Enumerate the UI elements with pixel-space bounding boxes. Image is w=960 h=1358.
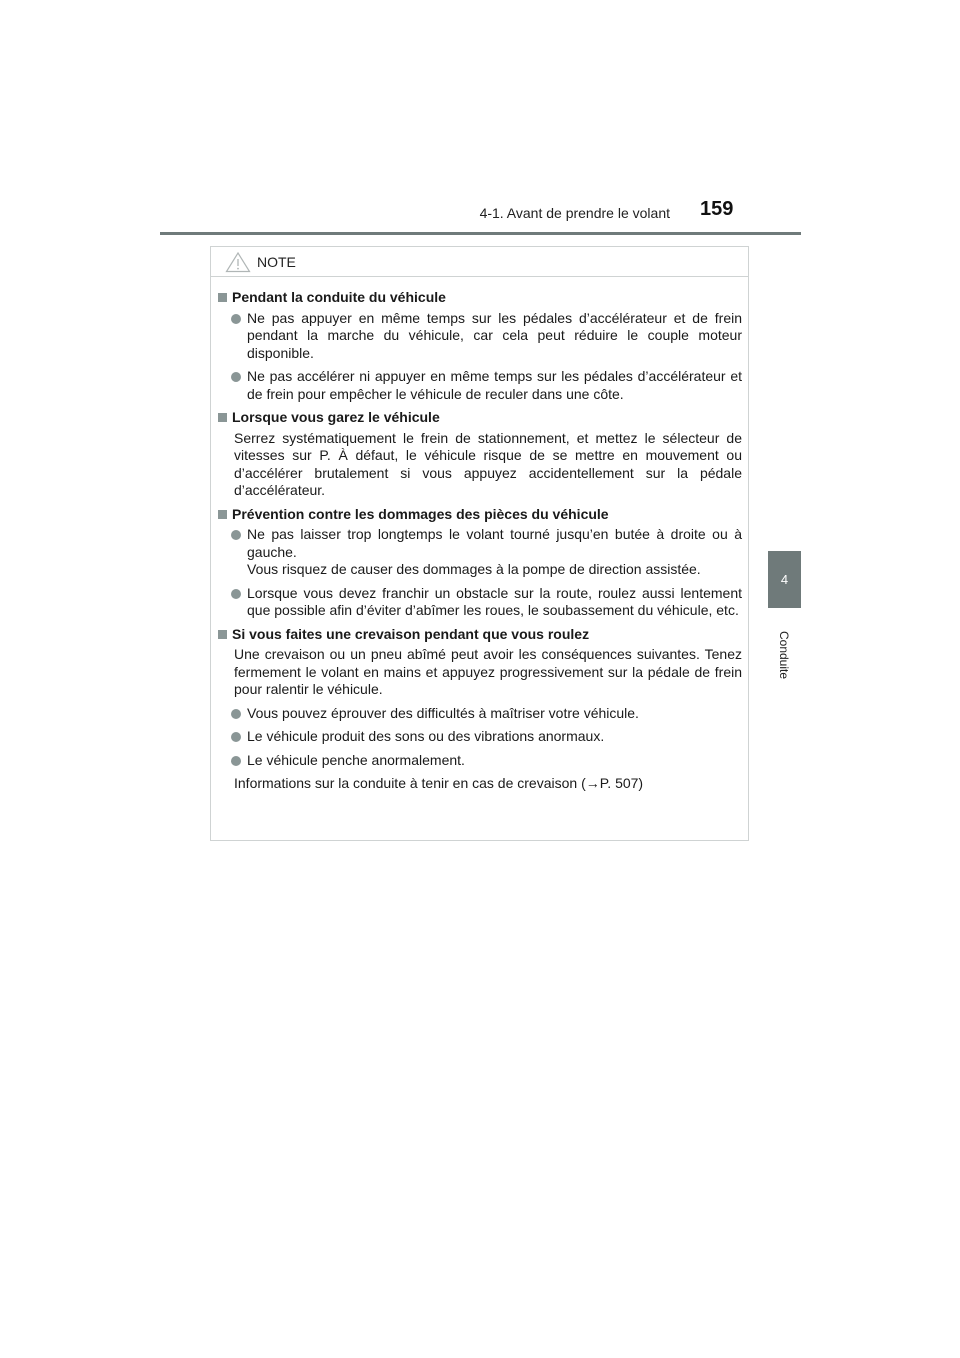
list-item: Le véhicule penche anormalement. (216, 752, 742, 770)
round-bullet-icon (231, 589, 241, 599)
arrow-icon: → (585, 775, 600, 791)
round-bullet-icon (231, 314, 241, 324)
square-bullet-icon (218, 293, 227, 302)
note-header (211, 247, 748, 277)
page-reference: Informations sur la conduite à tenir en cas de crevaison (→P. 507) (234, 775, 644, 791)
list-item: Lorsque vous devez franchir un obstacle sur la route, roulez aussi lentement que possible afin d’éviter d’abîmer les roues, le soubassement du véhicule, etc. (216, 585, 742, 620)
note-body (211, 277, 748, 793)
round-bullet-icon (231, 732, 241, 742)
list-item: Ne pas appuyer en même temps sur les pédales d’accélérateur et de frein pendant la marche du véhicule, car cela peut réduire le couple moteur disponible. (216, 310, 742, 363)
square-bullet-icon (218, 510, 227, 519)
round-bullet-icon (231, 372, 241, 382)
square-bullet-icon (218, 413, 227, 422)
warning-triangle-icon (225, 251, 251, 273)
section-heading: Pendant la conduite du véhicule (216, 289, 742, 307)
square-bullet-icon (218, 630, 227, 639)
header-divider (160, 232, 801, 235)
section-heading: Prévention contre les dommages des pièces du véhicule (216, 506, 742, 524)
list-item: Le véhicule produit des sons ou des vibrations anormaux. (216, 728, 742, 746)
section-heading: Lorsque vous garez le véhicule (216, 409, 742, 427)
note-title: NOTE (257, 253, 296, 270)
note-box (210, 246, 749, 841)
list-item: Ne pas laisser trop longtemps le volant tourné jusqu’en butée à droite ou à gauche. Vous risquez de causer des dommages à la pompe de direction assistée. (216, 526, 742, 579)
paragraph: Une crevaison ou un pneu abîmé peut avoir les conséquences suivantes. Tenez fermement le volant en mains et appuyez progressivement sur la pédale de frein pour ralentir le véhicule. (234, 646, 742, 697)
list-item: Vous pouvez éprouver des difficultés à maîtriser votre véhicule. (216, 705, 742, 723)
round-bullet-icon (231, 709, 241, 719)
section-heading: Si vous faites une crevaison pendant que vous roulez (216, 626, 742, 644)
list-item: Ne pas accélérer ni appuyer en même temps sur les pédales d’accélérateur et de frein pour empêcher le véhicule de reculer dans une côte. (216, 368, 742, 403)
chapter-tab[interactable]: 4 (768, 551, 801, 608)
page-reference-link[interactable]: P. 507) (599, 775, 644, 791)
paragraph: Serrez systématiquement le frein de stationnement, et mettez le sélecteur de vitesses sur P. À défaut, le véhicule risque de se mettre en mouvement ou d’accélérer brutalement si vous appuyez accidentellement sur la pédale d’accélérateur. (234, 429, 742, 498)
round-bullet-icon (231, 756, 241, 766)
round-bullet-icon (231, 530, 241, 540)
chapter-label-text: Conduite (777, 630, 792, 680)
chapter-label (768, 620, 801, 690)
section-title: 4-1. Avant de prendre le volant (479, 205, 670, 221)
page-number: 159 (700, 198, 734, 220)
